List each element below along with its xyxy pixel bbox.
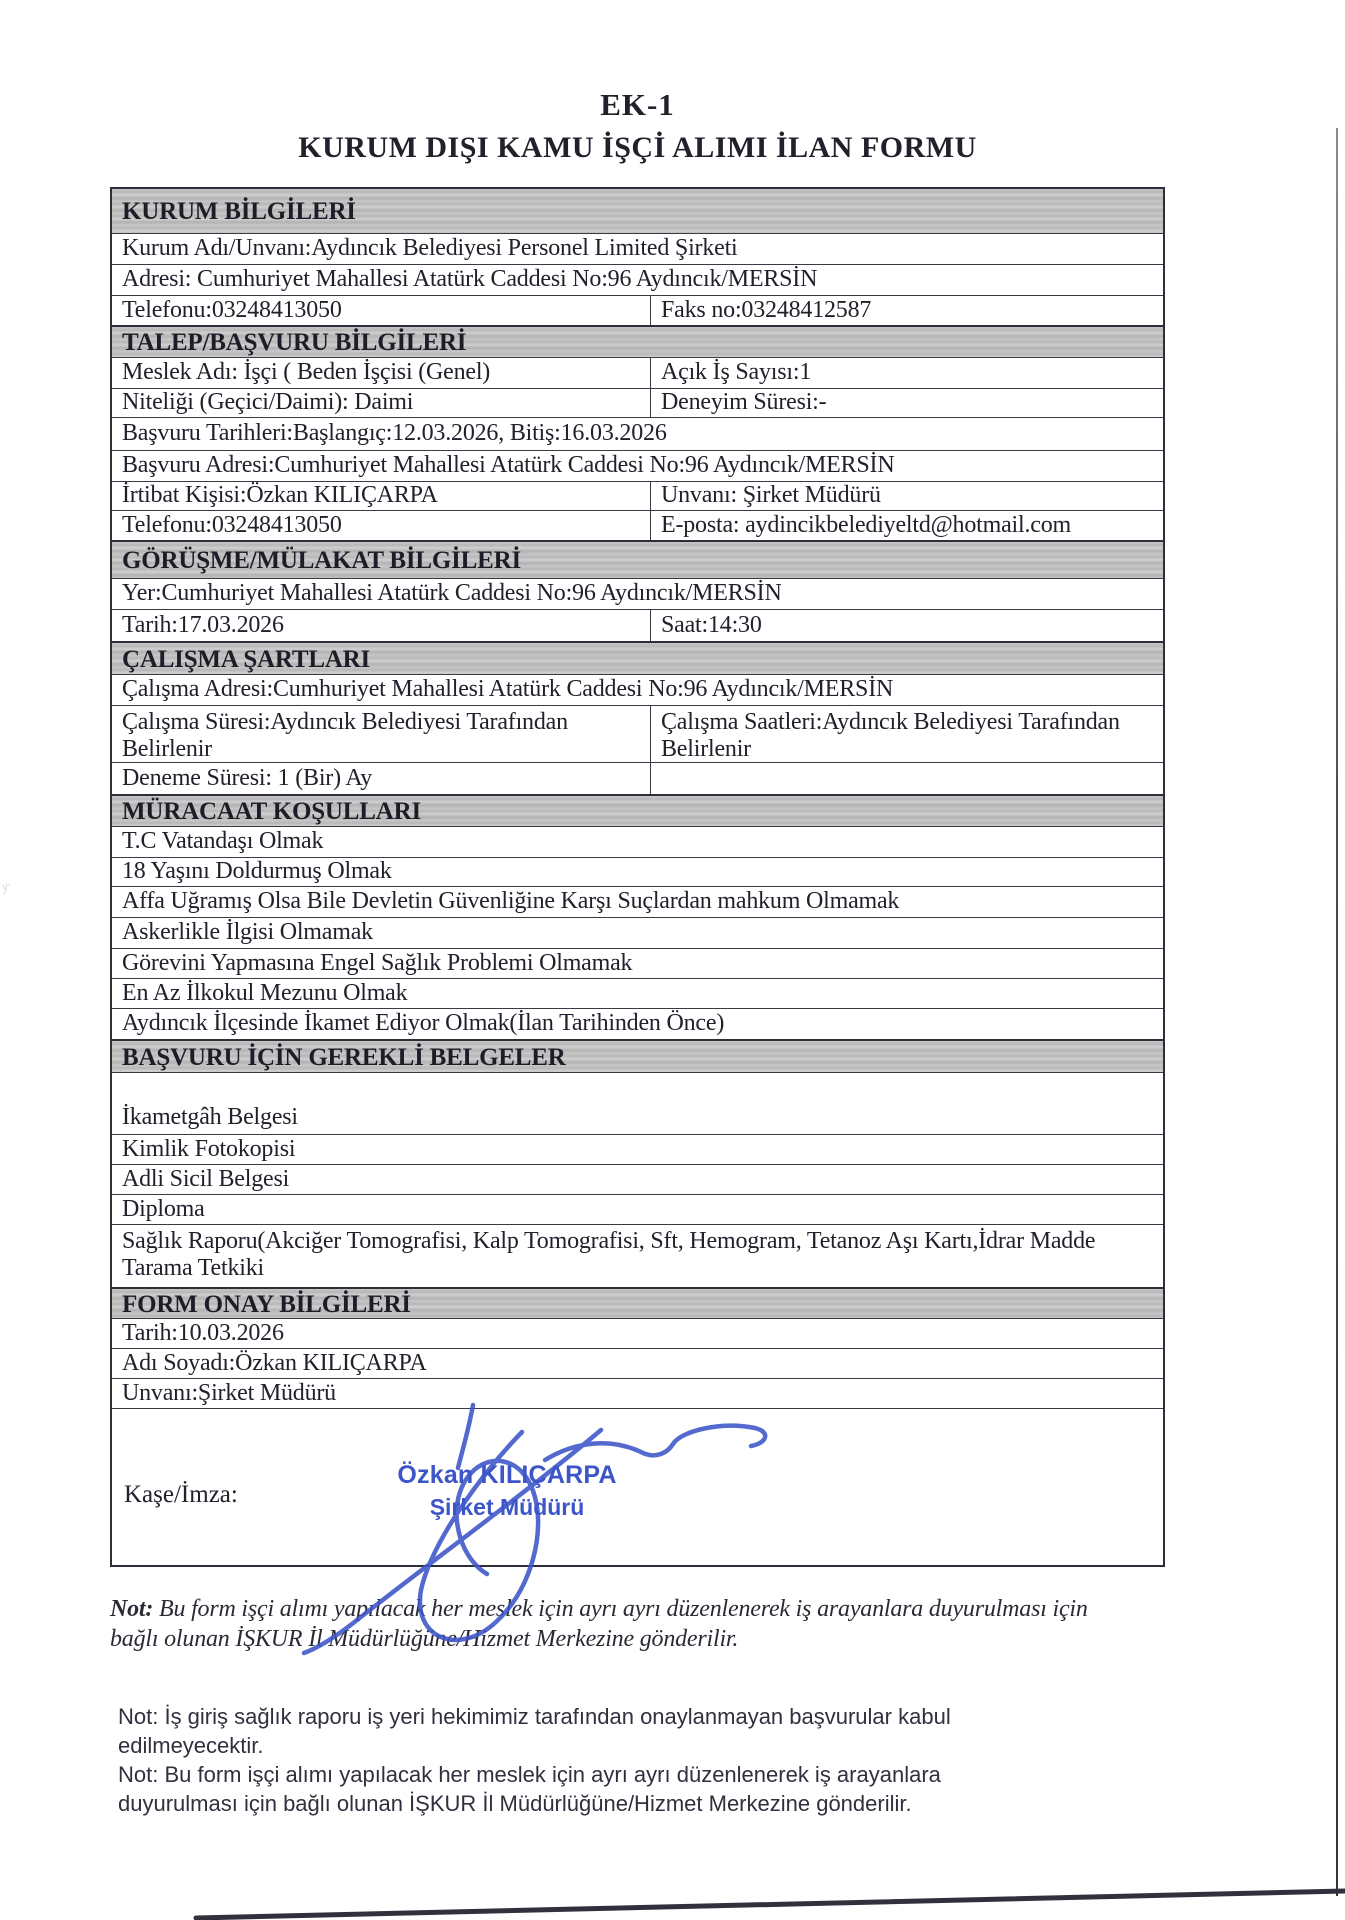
section-header-gorusme: [112, 540, 1163, 578]
deneyim-value: Deneyim Süresi:-: [650, 389, 1163, 417]
tarih-value: Tarih:17.03.2026: [122, 611, 284, 638]
document-titles: [110, 88, 1165, 166]
requirement-value: Görevini Yapmasına Engel Sağlık Problemi Olmamak: [122, 949, 633, 976]
document-value: Adli Sicil Belgesi: [122, 1165, 290, 1192]
section-header-label: TALEP/BAŞVURU BİLGİLERİ: [122, 329, 467, 356]
nitelik-value: Niteliği (Geçici/Daimi): Daimi: [122, 389, 414, 415]
requirement-value: Askerlikle İlgisi Olmamak: [122, 919, 373, 945]
onay-adsoyad-value: Adı Soyadı:Özkan KILIÇARPA: [122, 1349, 427, 1376]
telefon-value: Telefonu:03248413050: [122, 296, 342, 323]
requirement-row: [112, 1008, 1163, 1039]
unvan-value: Unvanı: Şirket Müdürü: [650, 482, 1163, 510]
section-header-label: GÖRÜŞME/MÜLAKAT BİLGİLERİ: [122, 547, 522, 574]
row-telefon-faks: [112, 295, 1163, 325]
acik-is-value: Açık İş Sayısı:1: [650, 358, 1163, 388]
basvuru-adresi-value: Başvuru Adresi:Cumhuriyet Mahallesi Atatürk Caddesi No:96 Aydıncık/MERSİN: [122, 452, 895, 478]
section-header-talep-basvuru: [112, 325, 1163, 357]
calisma-suresi-value: Çalışma Süresi:Aydıncık Belediyesi Tarafından Belirlenir: [122, 709, 568, 762]
section-header-kurum-bilgileri: [112, 189, 1163, 233]
stamp-title-text: Şirket Müdürü: [429, 1494, 585, 1520]
section-header-label: ÇALIŞMA ŞARTLARI: [122, 645, 371, 673]
faks-value: Faks no:03248412587: [650, 296, 1163, 325]
document-value: İkametgâh Belgesi: [122, 1104, 298, 1130]
section-header-label: FORM ONAY BİLGİLERİ: [122, 1290, 411, 1318]
document-row: [112, 1224, 1163, 1287]
requirement-row: [112, 948, 1163, 978]
section-header-belgeler: [112, 1039, 1163, 1072]
telefon2-value: Telefonu:03248413050: [122, 511, 342, 538]
bottom-notes: [118, 1702, 1028, 1818]
row-kase-imza: [112, 1408, 1163, 1565]
section-header-calisma-sartlari: [112, 641, 1163, 674]
calisma-saatleri-value: Çalışma Saatleri:Aydıncık Belediyesi Tarafından Belirlenir: [650, 706, 1163, 762]
document-row: [112, 1194, 1163, 1224]
ilan-form-table: [110, 187, 1165, 1567]
requirement-value: Affa Uğramış Olsa Bile Devletin Güvenliğine Karşı Suçlardan mahkum Olmamak: [122, 888, 900, 914]
row-adres: [112, 264, 1163, 295]
document-row: [112, 1134, 1163, 1164]
onay-unvan-value: Unvanı:Şirket Müdürü: [122, 1379, 336, 1406]
footnote-text: Bu form işçi alımı yapılacak her meslek için ayrı ayrı düzenlenerek iş arayanlara duyurulması için bağlı olunan İŞKUR İl Müdürlüğüne/Hizmet Merkezine gönderilir.: [110, 1596, 1088, 1652]
requirement-row: [112, 857, 1163, 886]
company-stamp: [342, 1461, 672, 1521]
row-onay-adsoyad: [112, 1348, 1163, 1378]
document-value: Sağlık Raporu(Akciğer Tomografisi, Kalp Tomografisi, Sft, Hemogram, Tetanoz Aşı Kartı,İdrar Madde Tarama Tetkiki: [122, 1228, 1096, 1281]
requirement-row: [112, 886, 1163, 917]
empty-cell: [650, 763, 1163, 794]
calisma-adresi-value: Çalışma Adresi:Cumhuriyet Mahallesi Atatürk Caddesi No:96 Aydıncık/MERSİN: [122, 676, 894, 702]
requirement-value: Aydıncık İlçesinde İkamet Ediyor Olmak(İlan Tarihinden Önce): [122, 1010, 725, 1036]
requirement-value: 18 Yaşını Doldurmuş Olmak: [122, 858, 392, 884]
document-value: Diploma: [122, 1195, 205, 1222]
eposta-value: E-posta: aydincikbelediyeltd@hotmail.com: [650, 511, 1163, 540]
section-header-label: BAŞVURU İÇİN GEREKLİ BELGELER: [122, 1043, 566, 1071]
row-tarih-saat: [112, 609, 1163, 641]
margin-pen-mark: y·: [0, 876, 13, 895]
row-yer: [112, 578, 1163, 609]
row-telefon-eposta: [112, 510, 1163, 540]
document-row: [112, 1072, 1163, 1134]
irtibat-value: İrtibat Kişisi:Özkan KILIÇARPA: [122, 482, 438, 508]
row-onay-unvan: [112, 1378, 1163, 1408]
kurum-adi-value: Kurum Adı/Unvanı:Aydıncık Belediyesi Personel Limited Şirketi: [122, 235, 738, 261]
form-footnote: [110, 1594, 1105, 1654]
row-kurum-adi: [112, 233, 1163, 264]
saat-value: Saat:14:30: [650, 610, 1163, 641]
section-header-muracaat: [112, 794, 1163, 826]
yer-value: Yer:Cumhuriyet Mahallesi Atatürk Caddesi No:96 Aydıncık/MERSİN: [122, 580, 782, 606]
section-header-form-onay: [112, 1287, 1163, 1318]
requirement-row: [112, 917, 1163, 948]
requirement-value: En Az İlkokul Mezunu Olmak: [122, 979, 408, 1006]
row-deneme-suresi: [112, 762, 1163, 794]
document-row: [112, 1164, 1163, 1194]
requirement-row: [112, 826, 1163, 857]
row-calisma-adresi: [112, 674, 1163, 705]
kase-imza-label: Kaşe/İmza:: [124, 1481, 238, 1508]
bottom-note-line: Not: Bu form işçi alımı yapılacak her meslek için ayrı ayrı düzenlenerek iş arayanlara duyurulması için bağlı olunan İŞKUR İl Müdürlüğüne/Hizmet Merkezine gönderilir.: [118, 1762, 941, 1816]
footnote-label: Not:: [110, 1596, 154, 1622]
basvuru-tarihleri-value: Başvuru Tarihleri:Başlangıç:12.03.2026, Bitiş:16.03.2026: [122, 420, 667, 446]
row-meslek: [112, 357, 1163, 388]
document-value: Kimlik Fotokopisi: [122, 1135, 296, 1162]
section-header-label: MÜRACAAT KOŞULLARI: [122, 798, 421, 825]
row-nitelik: [112, 388, 1163, 417]
page-title: KURUM DIŞI KAMU İŞÇİ ALIMI İLAN FORMU: [298, 131, 977, 164]
adres-value: Adresi: Cumhuriyet Mahallesi Atatürk Caddesi No:96 Aydıncık/MERSİN: [122, 266, 818, 292]
requirement-row: [112, 978, 1163, 1008]
row-irtibat: [112, 481, 1163, 510]
scan-edge-right: [1336, 128, 1338, 1896]
requirement-value: T.C Vatandaşı Olmak: [122, 828, 324, 854]
stamp-name-text: Özkan KILIÇARPA: [397, 1461, 617, 1489]
row-basvuru-adresi: [112, 450, 1163, 481]
row-onay-tarih: [112, 1318, 1163, 1348]
onay-tarih-value: Tarih:10.03.2026: [122, 1319, 284, 1346]
row-calisma-suresi-saatleri: [112, 705, 1163, 762]
section-header-label: KURUM BİLGİLERİ: [122, 198, 356, 225]
deneme-suresi-value: Deneme Süresi: 1 (Bir) Ay: [122, 764, 373, 791]
doc-code: EK-1: [600, 87, 675, 122]
bottom-note-line: Not: İş giriş sağlık raporu iş yeri hekimimiz tarafından onaylanmayan başvurular kabul edilmeyecektir.: [118, 1704, 951, 1758]
row-basvuru-tarihleri: [112, 417, 1163, 450]
meslek-value: Meslek Adı: İşçi ( Beden İşçisi (Genel): [122, 359, 491, 385]
